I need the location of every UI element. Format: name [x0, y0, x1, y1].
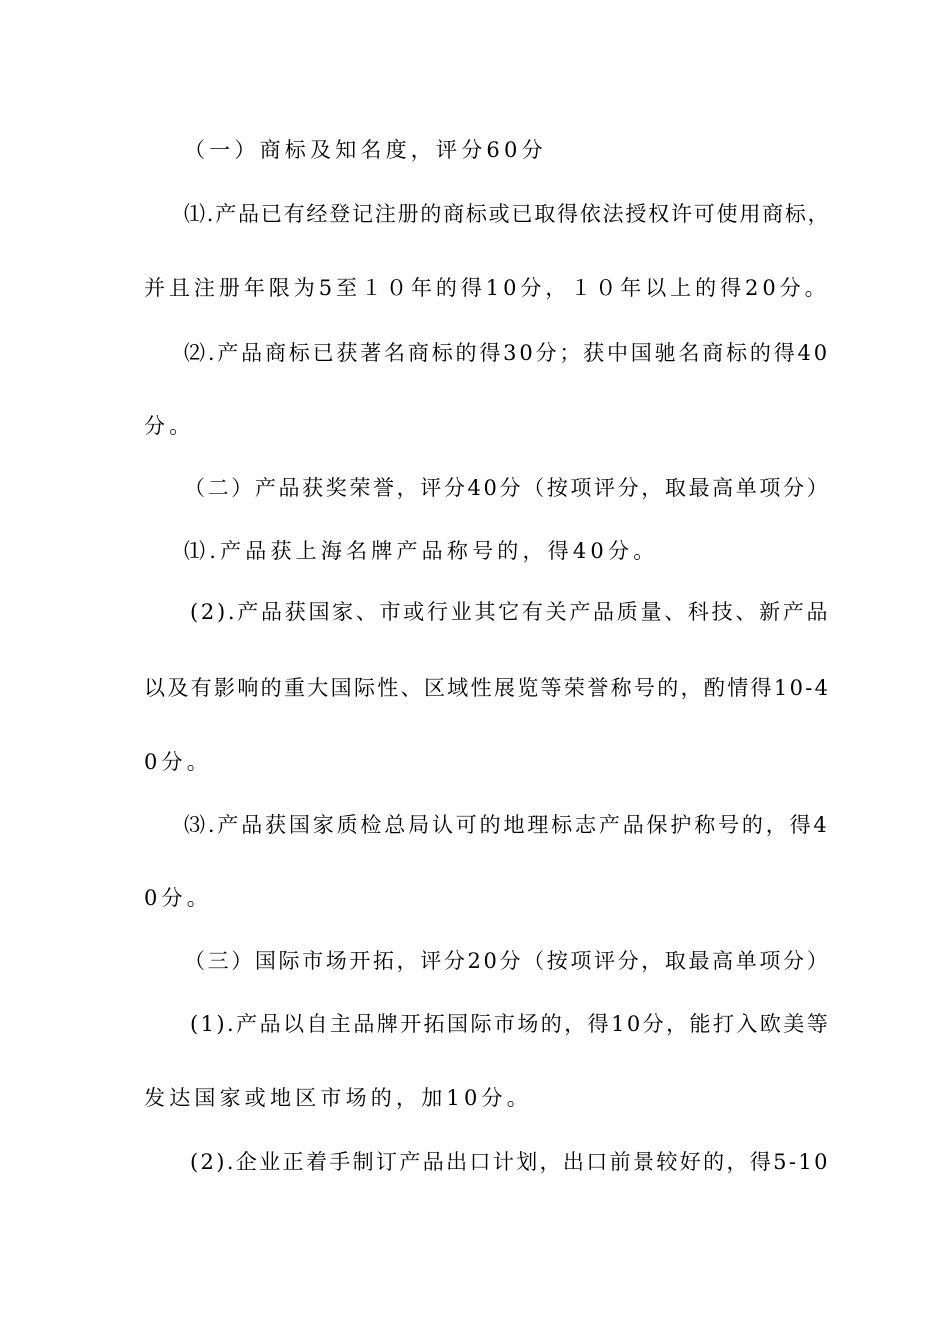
paragraph-line: 发达国家或地区市场的，加10分。 [144, 1086, 532, 1110]
paragraph-line: ⑴.产品已有经登记注册的商标或已取得依法授权许可使用商标， [184, 202, 831, 226]
section-heading-awards: （二）产品获奖荣誉，评分40分（按项评分，取最高单项分） [184, 476, 831, 500]
section-heading-trademark: （一）商标及知名度，评分60分 [184, 138, 547, 162]
paragraph-line: 以及有影响的重大国际性、区域性展览等荣誉称号的，酌情得10-4 [144, 676, 831, 700]
paragraph-line: 分。 [144, 414, 195, 438]
section-heading-international-market: （三）国际市场开拓，评分20分（按项评分，取最高单项分） [184, 949, 831, 973]
paragraph-line: ⑶.产品获国家质检总局认可的地理标志产品保护称号的，得4 [184, 813, 830, 837]
paragraph-line: 0分。 [144, 886, 212, 910]
paragraph-line: ⑵.产品商标已获著名商标的得30分；获中国驰名商标的得40 [184, 341, 830, 365]
paragraph-line: (1).产品以自主品牌开拓国际市场的，得10分，能打入欧美等 [190, 1012, 831, 1036]
paragraph-line: (2).产品获国家、市或行业其它有关产品质量、科技、新产品 [190, 600, 831, 624]
paragraph-line: 0分。 [144, 750, 212, 774]
paragraph-line: ⑴.产品获上海名牌产品称号的，得40分。 [184, 539, 659, 563]
paragraph-line: 并且注册年限为5至１０年的得10分，１０年以上的得20分。 [144, 276, 830, 300]
paragraph-line: (2).企业正着手制订产品出口计划，出口前景较好的，得5-10 [190, 1150, 830, 1174]
